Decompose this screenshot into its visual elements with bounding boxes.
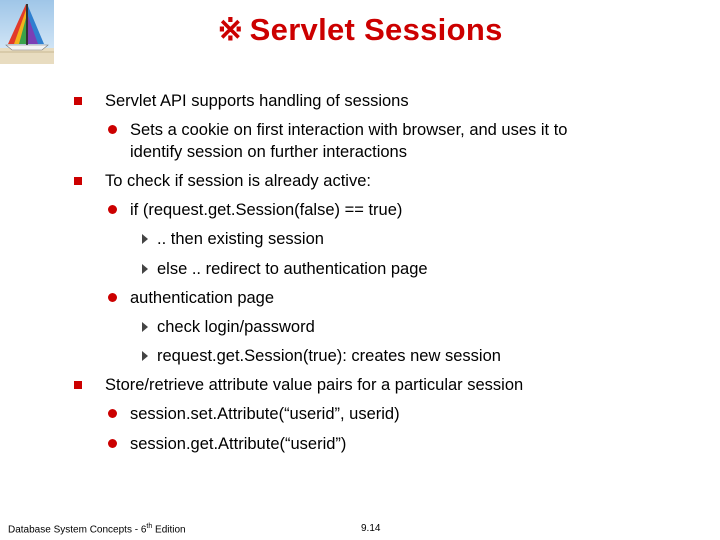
list-item xyxy=(74,170,371,192)
list-item xyxy=(74,90,409,112)
bullet-text xyxy=(130,119,567,163)
list-item xyxy=(142,228,324,250)
bullet-text: To check if session is already active: xyxy=(105,172,371,190)
bullet-text: if (request.get.Session(false) == true) xyxy=(130,201,403,219)
triangle-bullet-icon xyxy=(142,322,148,332)
title-symbol: ※ xyxy=(217,12,244,47)
circle-bullet-icon xyxy=(108,205,117,214)
footer-book-prefix: Database System Concepts - 6 xyxy=(8,524,147,536)
footer-book-sup: th xyxy=(146,523,153,530)
bullet-text: else .. redirect to authentication page xyxy=(157,260,428,278)
bullet-text: session.get.Attribute(“userid”) xyxy=(130,435,347,453)
footer-book-suffix: Edition xyxy=(152,524,186,536)
footer-book-title xyxy=(8,523,186,535)
list-item xyxy=(74,374,523,396)
bullet-text: authentication page xyxy=(130,289,275,307)
circle-bullet-icon xyxy=(108,125,117,134)
list-item xyxy=(108,403,400,425)
bullet-text: Store/retrieve attribute value pairs for a particular session xyxy=(105,376,524,394)
circle-bullet-icon xyxy=(108,439,117,448)
triangle-bullet-icon xyxy=(142,234,148,244)
bullet-text: check login/password xyxy=(157,318,315,336)
bullet-text-line1: Sets a cookie on first interaction with browser, and uses it to xyxy=(130,121,568,139)
slide-title xyxy=(0,12,720,48)
list-item xyxy=(108,287,274,309)
bullet-text: request.get.Session(true): creates new session xyxy=(157,347,501,365)
square-bullet-icon xyxy=(74,381,82,389)
list-item xyxy=(108,119,567,163)
circle-bullet-icon xyxy=(108,293,117,302)
list-item xyxy=(142,258,428,280)
triangle-bullet-icon xyxy=(142,264,148,274)
square-bullet-icon xyxy=(74,97,82,105)
bullet-text: Servlet API supports handling of sessions xyxy=(105,92,409,110)
triangle-bullet-icon xyxy=(142,351,148,361)
bullet-text: .. then existing session xyxy=(157,230,324,248)
list-item xyxy=(108,199,402,221)
bullet-text: session.set.Attribute(“userid”, userid) xyxy=(130,405,400,423)
list-item xyxy=(142,316,315,338)
circle-bullet-icon xyxy=(108,409,117,418)
list-item xyxy=(108,433,346,455)
title-text: Servlet Sessions xyxy=(249,12,503,47)
list-item xyxy=(142,345,501,367)
footer-page-number: 9.14 xyxy=(361,523,381,534)
bullet-text-line2: identify session on further interactions xyxy=(130,143,407,161)
square-bullet-icon xyxy=(74,177,82,185)
